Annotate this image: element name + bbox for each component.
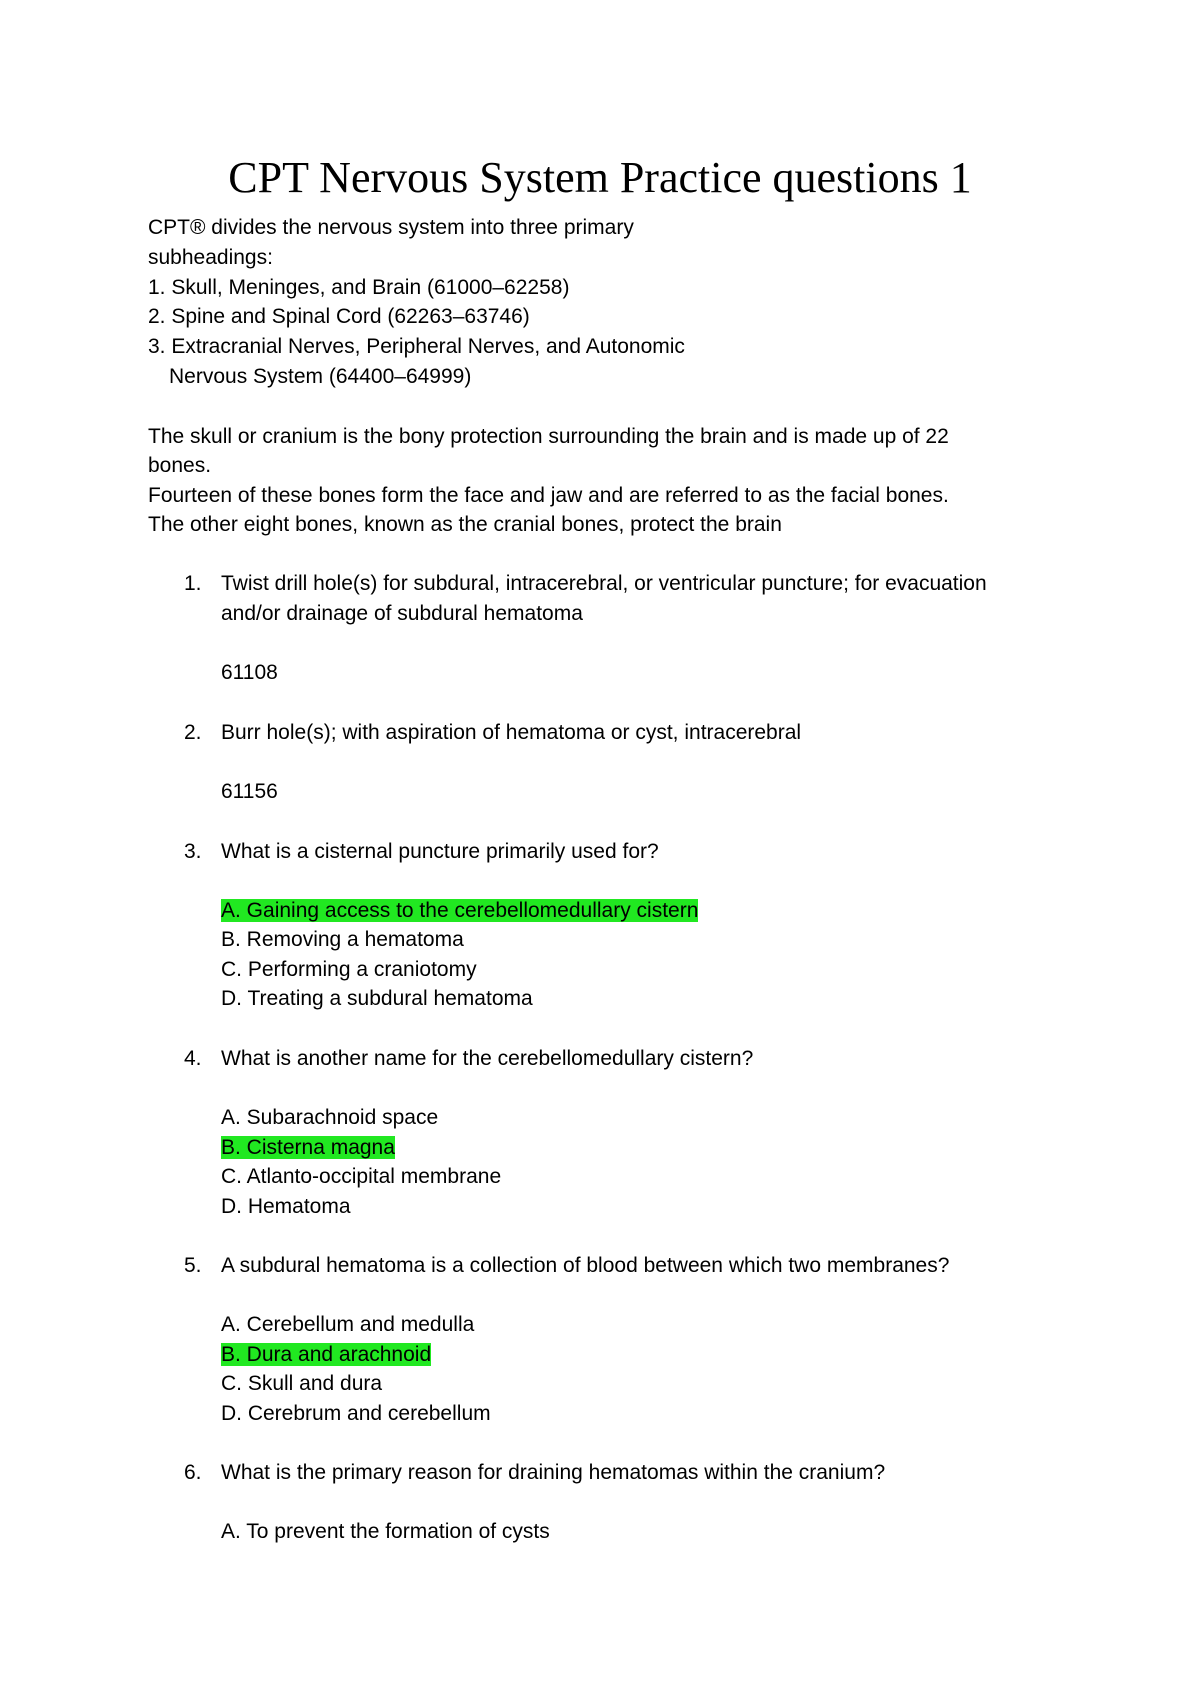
intro-line: subheadings: bbox=[148, 246, 273, 269]
question-text: Burr hole(s); with aspiration of hematoma or cyst, intracerebral bbox=[221, 721, 802, 744]
answer-option: A. To prevent the formation of cysts bbox=[221, 1520, 550, 1543]
answer-option: B. Removing a hematoma bbox=[221, 928, 464, 951]
paragraph-line: The other eight bones, known as the cranial bones, protect the brain bbox=[148, 513, 782, 536]
question-text: What is the primary reason for draining hematomas within the cranium? bbox=[221, 1461, 886, 1484]
question-number: 5. bbox=[184, 1254, 202, 1277]
answer-code: 61156 bbox=[221, 780, 278, 803]
answer-option: C. Skull and dura bbox=[221, 1372, 383, 1395]
answer-option: D. Cerebrum and cerebellum bbox=[221, 1402, 491, 1425]
question-text: Twist drill hole(s) for subdural, intracerebral, or ventricular puncture; for evacuation bbox=[221, 572, 987, 595]
subheading-item-continuation: Nervous System (64400–64999) bbox=[169, 365, 472, 388]
highlighted-answer: B. Cisterna magna bbox=[221, 1136, 395, 1159]
subheading-item: 2. Spine and Spinal Cord (62263–63746) bbox=[148, 305, 530, 328]
answer-option: D. Treating a subdural hematoma bbox=[221, 987, 533, 1010]
question-number: 1. bbox=[184, 572, 202, 595]
question-number: 6. bbox=[184, 1461, 202, 1484]
answer-code: 61108 bbox=[221, 661, 278, 684]
intro-line: CPT® divides the nervous system into three primary bbox=[148, 216, 634, 239]
question-text: What is another name for the cerebellomedullary cistern? bbox=[221, 1047, 754, 1070]
subheading-item: 1. Skull, Meninges, and Brain (61000–62258) bbox=[148, 276, 570, 299]
answer-option: A. Cerebellum and medulla bbox=[221, 1313, 475, 1336]
highlighted-answer: A. Gaining access to the cerebellomedullary cistern bbox=[221, 899, 699, 922]
page-title: CPT Nervous System Practice questions 1 bbox=[228, 153, 972, 202]
paragraph-line: bones. bbox=[148, 454, 212, 477]
subheading-item: 3. Extracranial Nerves, Peripheral Nerves, and Autonomic bbox=[148, 335, 685, 358]
answer-option: C. Atlanto-occipital membrane bbox=[221, 1165, 502, 1188]
question-text: What is a cisternal puncture primarily used for? bbox=[221, 840, 659, 863]
highlighted-answer: B. Dura and arachnoid bbox=[221, 1343, 432, 1366]
paragraph-line: The skull or cranium is the bony protection surrounding the brain and is made up of 22 bbox=[148, 425, 949, 448]
question-text: A subdural hematoma is a collection of blood between which two membranes? bbox=[221, 1254, 950, 1277]
answer-option: A. Subarachnoid space bbox=[221, 1106, 439, 1129]
answer-option bbox=[221, 1133, 395, 1163]
question-number: 4. bbox=[184, 1047, 202, 1070]
answer-option: D. Hematoma bbox=[221, 1195, 351, 1218]
question-number: 2. bbox=[184, 721, 202, 744]
answer-option: C. Performing a craniotomy bbox=[221, 958, 477, 981]
answer-option bbox=[221, 1340, 431, 1370]
question-text: and/or drainage of subdural hematoma bbox=[221, 602, 583, 625]
answer-option bbox=[221, 896, 698, 926]
question-number: 3. bbox=[184, 840, 202, 863]
paragraph-line: Fourteen of these bones form the face and jaw and are referred to as the facial bones. bbox=[148, 484, 949, 507]
